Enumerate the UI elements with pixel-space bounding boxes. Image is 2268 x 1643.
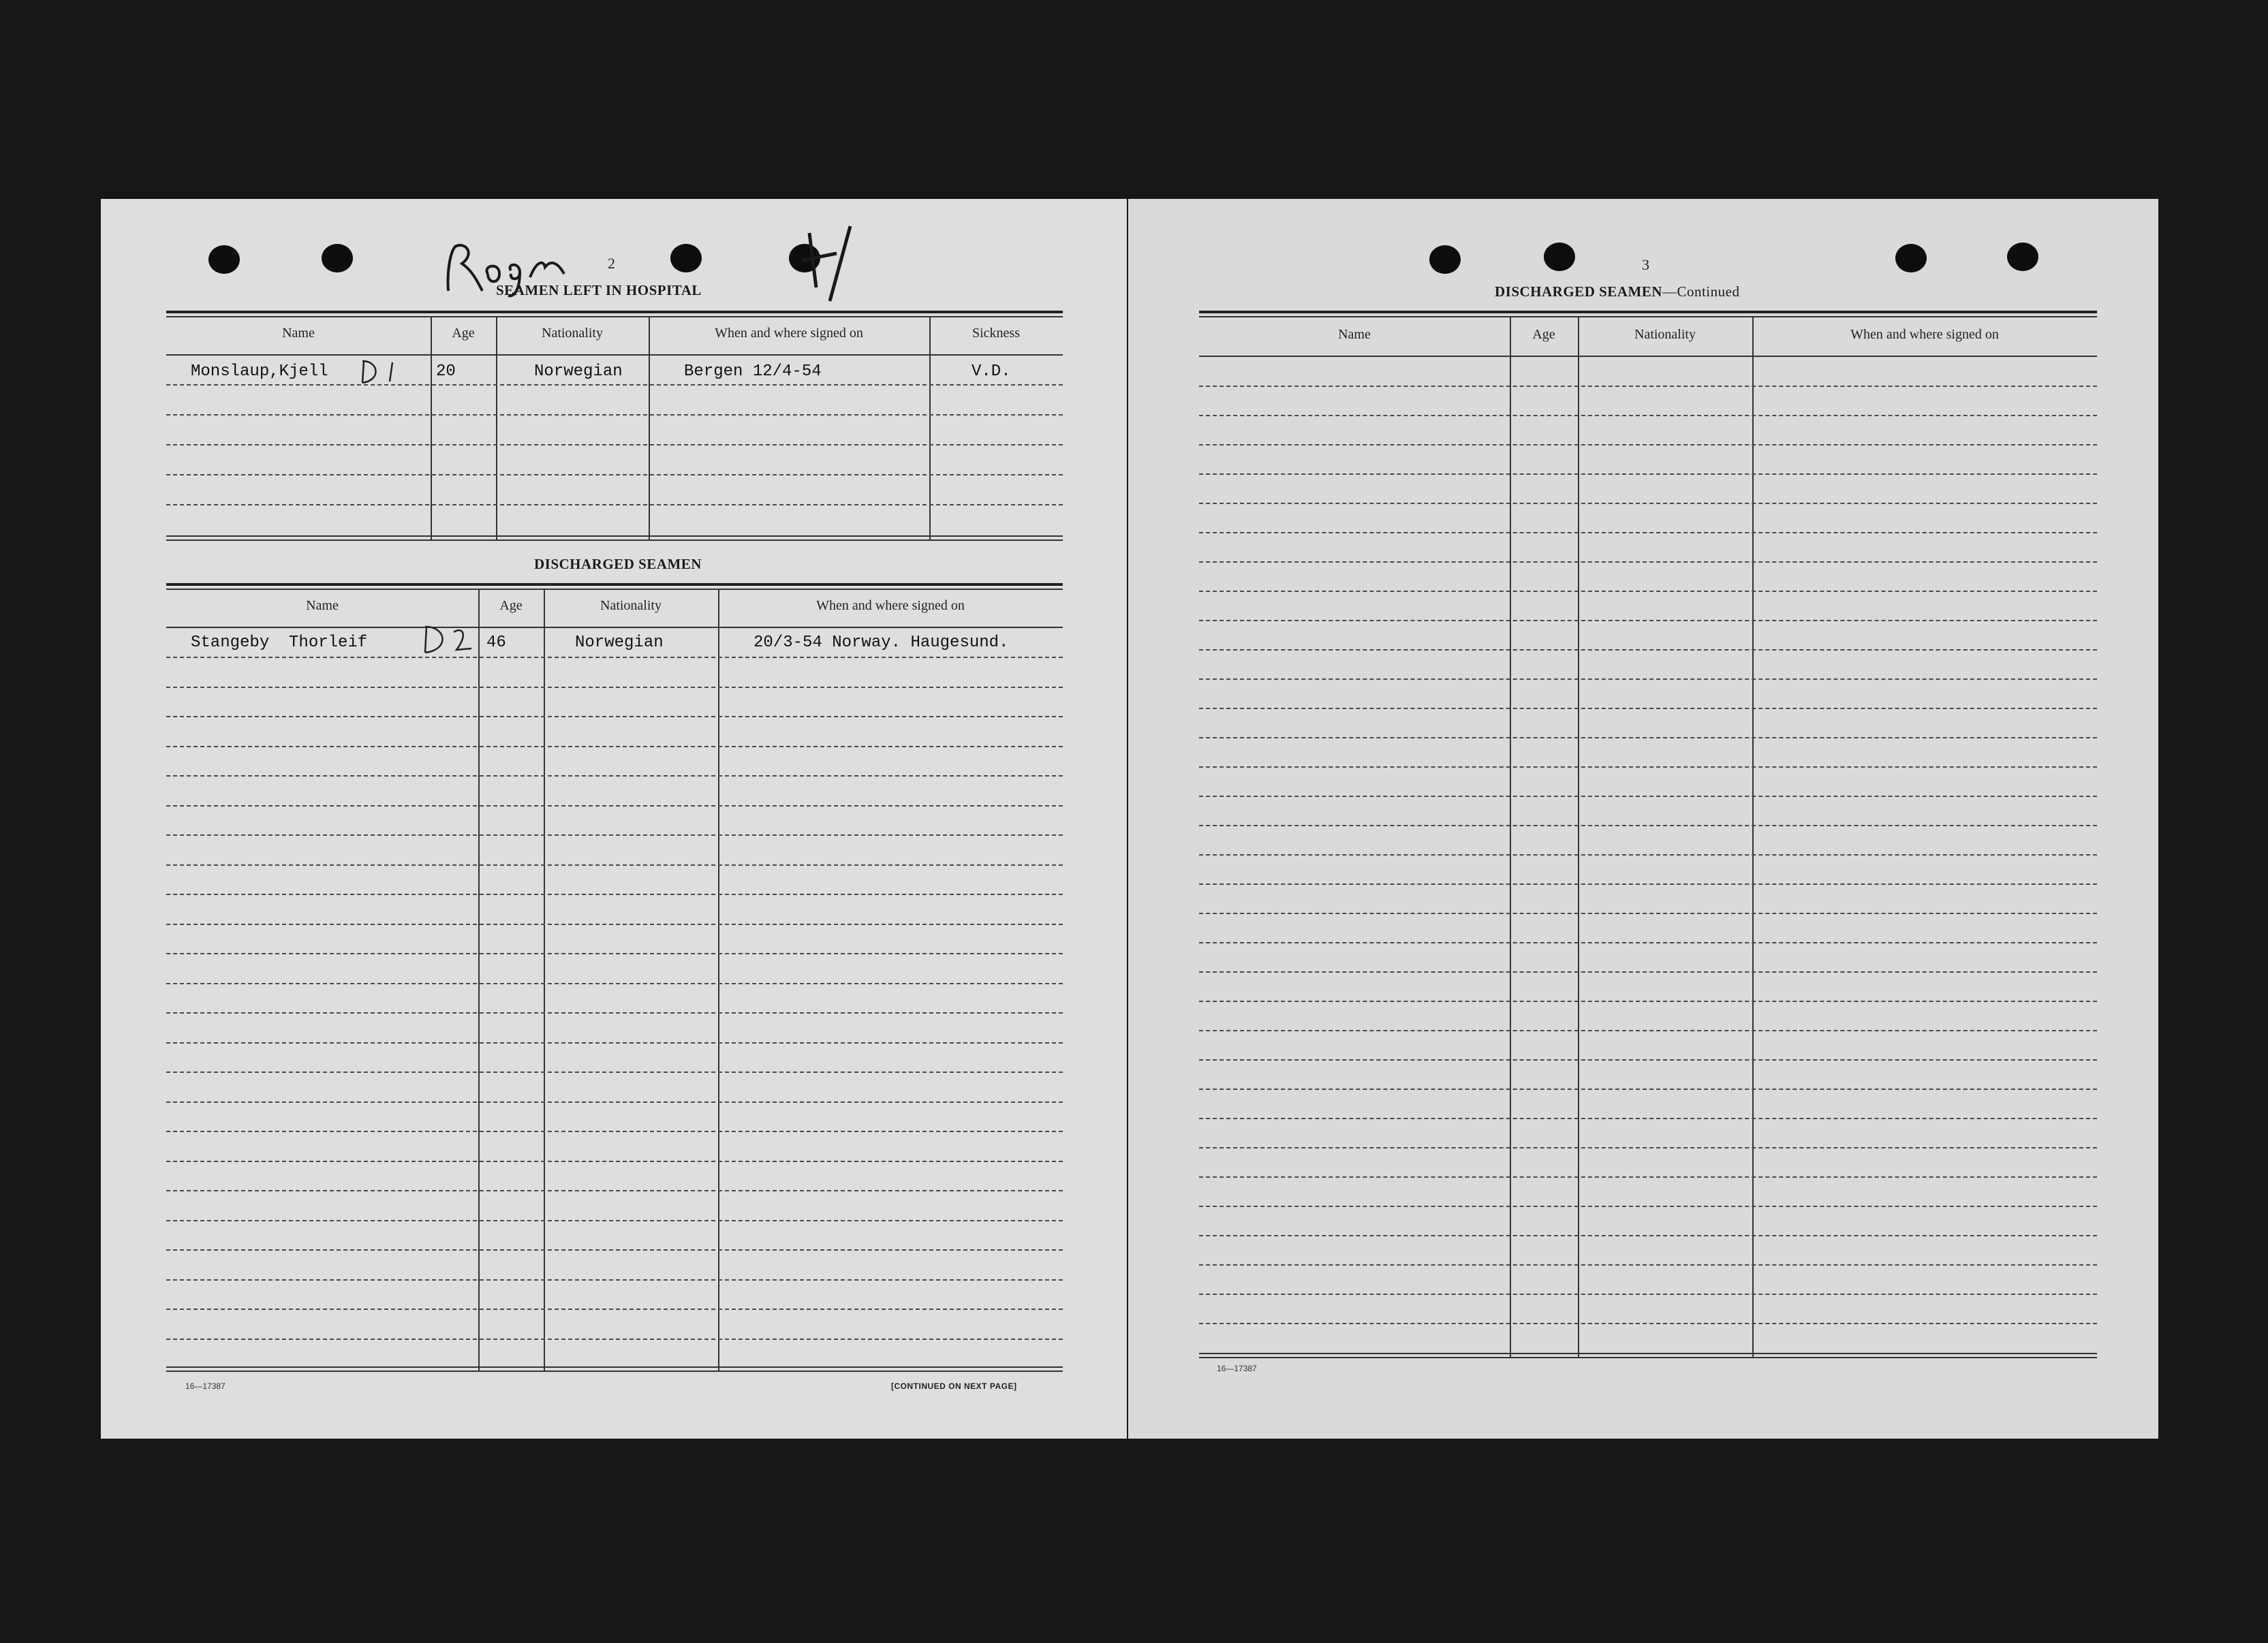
- discharged-section-title: DISCHARGED SEAMEN: [534, 556, 702, 572]
- right-page: [1128, 199, 2158, 1439]
- ruled-line: [166, 953, 1063, 954]
- ruled-line: [1199, 532, 2097, 533]
- discharged-table: [166, 583, 1063, 1373]
- ruled-line: [1199, 942, 2097, 943]
- ruled-line: [166, 775, 1063, 777]
- left-page: [101, 199, 1127, 1439]
- ruled-line: [166, 746, 1063, 747]
- ruled-line: [166, 1339, 1063, 1340]
- hospital-row-sickness: V.D.: [972, 362, 1011, 381]
- page-number: 2: [608, 255, 615, 272]
- ruled-line: [1199, 1323, 2097, 1324]
- punch-hole: [322, 244, 353, 272]
- ruled-line: [1199, 1294, 2097, 1295]
- form-number: 16—17387: [185, 1381, 226, 1391]
- punch-hole: [1895, 244, 1927, 272]
- ruled-line: [1199, 913, 2097, 914]
- ruled-line: [166, 1220, 1063, 1221]
- ruled-line: [1199, 825, 2097, 826]
- section-title: DISCHARGED SEAMEN: [1495, 283, 1662, 300]
- ruled-line: [166, 1190, 1063, 1191]
- ruled-line: [166, 1131, 1063, 1132]
- col-header-signed-on: When and where signed on: [715, 326, 863, 341]
- ruled-line: [1199, 591, 2097, 592]
- hospital-row-signed-on: Bergen 12/4-54: [684, 362, 822, 381]
- ruled-line: [166, 716, 1063, 717]
- col-header-nationality: Nationality: [1634, 327, 1696, 342]
- col-header-signed-on: When and where signed on: [1850, 327, 1999, 342]
- ruled-line: [1199, 678, 2097, 680]
- discharged-row-signed-on: 20/3-54 Norway. Haugesund.: [754, 633, 1009, 652]
- ruled-line: [1199, 1118, 2097, 1119]
- ruled-line: [166, 1249, 1063, 1251]
- ruled-line: [1199, 473, 2097, 475]
- ruled-line: [166, 1161, 1063, 1162]
- ruled-line: [166, 1101, 1063, 1103]
- ruled-line: [166, 1012, 1063, 1014]
- ruled-line: [166, 1042, 1063, 1044]
- discharged-continued-title: [1495, 283, 1739, 300]
- ruled-line: [1199, 883, 2097, 885]
- hospital-row-age: 20: [436, 362, 456, 381]
- discharged-continued-table: [1199, 311, 2097, 1360]
- ruled-line: [1199, 444, 2097, 445]
- hospital-row-nationality: Norwegian: [534, 362, 623, 381]
- continued-note: [CONTINUED ON NEXT PAGE]: [891, 1381, 1017, 1391]
- ruled-line: [1199, 854, 2097, 856]
- ruled-line: [166, 864, 1063, 866]
- punch-hole: [670, 244, 702, 272]
- ruled-line: [1199, 561, 2097, 563]
- ruled-line: [1199, 708, 2097, 709]
- ruled-line: [1199, 1059, 2097, 1061]
- ruled-line: [1199, 503, 2097, 504]
- ruled-line: [166, 687, 1063, 688]
- discharged-row-nationality: Norwegian: [575, 633, 664, 652]
- punch-hole: [2007, 242, 2038, 271]
- ruled-line: [166, 1309, 1063, 1310]
- handwritten-d1: [358, 356, 406, 387]
- form-number: 16—17387: [1217, 1364, 1257, 1373]
- ruled-line: [1199, 1089, 2097, 1090]
- col-header-nationality: Nationality: [600, 598, 662, 613]
- ruled-line: [1199, 1264, 2097, 1266]
- col-header-age: Age: [499, 598, 523, 613]
- ruled-line: [1199, 766, 2097, 768]
- col-header-age: Age: [1532, 327, 1555, 342]
- col-header-age: Age: [452, 326, 475, 341]
- ruled-line: [1199, 796, 2097, 797]
- col-header-name: Name: [1338, 327, 1371, 342]
- ruled-line: [1199, 1001, 2097, 1002]
- col-header-signed-on: When and where signed on: [816, 598, 965, 613]
- discharged-row-age: 46: [486, 633, 506, 652]
- hospital-section-title: SEAMEN LEFT IN HOSPITAL: [496, 282, 702, 298]
- punch-hole: [208, 245, 240, 274]
- ruled-line: [1199, 971, 2097, 973]
- ruled-line: [1199, 415, 2097, 416]
- page-number: 3: [1642, 256, 1649, 273]
- hospital-row-name: Monslaup,Kjell: [191, 362, 328, 381]
- ruled-line: [1199, 1147, 2097, 1148]
- ruled-line: [1199, 1235, 2097, 1236]
- ruled-line: [1199, 1030, 2097, 1031]
- col-header-name: Name: [282, 326, 315, 341]
- col-header-nationality: Nationality: [542, 326, 603, 341]
- ruled-line: [166, 657, 1063, 658]
- section-title-cont: —Continued: [1662, 283, 1740, 300]
- handwritten-mark: [782, 213, 891, 308]
- ruled-line: [1199, 649, 2097, 651]
- ruled-line: [166, 805, 1063, 807]
- ruled-line: [1199, 1206, 2097, 1207]
- ruled-line: [166, 894, 1063, 895]
- ruled-line: [166, 1071, 1063, 1073]
- ruled-line: [166, 983, 1063, 984]
- ruled-line: [166, 924, 1063, 925]
- punch-hole: [1429, 245, 1461, 274]
- ruled-line: [1199, 386, 2097, 387]
- ruled-line: [1199, 737, 2097, 738]
- handwritten-d2: [420, 623, 474, 657]
- discharged-row-name: Stangeby Thorleif: [191, 633, 368, 652]
- ruled-line: [166, 834, 1063, 836]
- ruled-line: [1199, 620, 2097, 621]
- ruled-line: [1199, 1176, 2097, 1178]
- ruled-line: [166, 1279, 1063, 1281]
- col-header-name: Name: [306, 598, 339, 613]
- punch-hole: [1544, 242, 1575, 271]
- col-header-sickness: Sickness: [972, 326, 1020, 341]
